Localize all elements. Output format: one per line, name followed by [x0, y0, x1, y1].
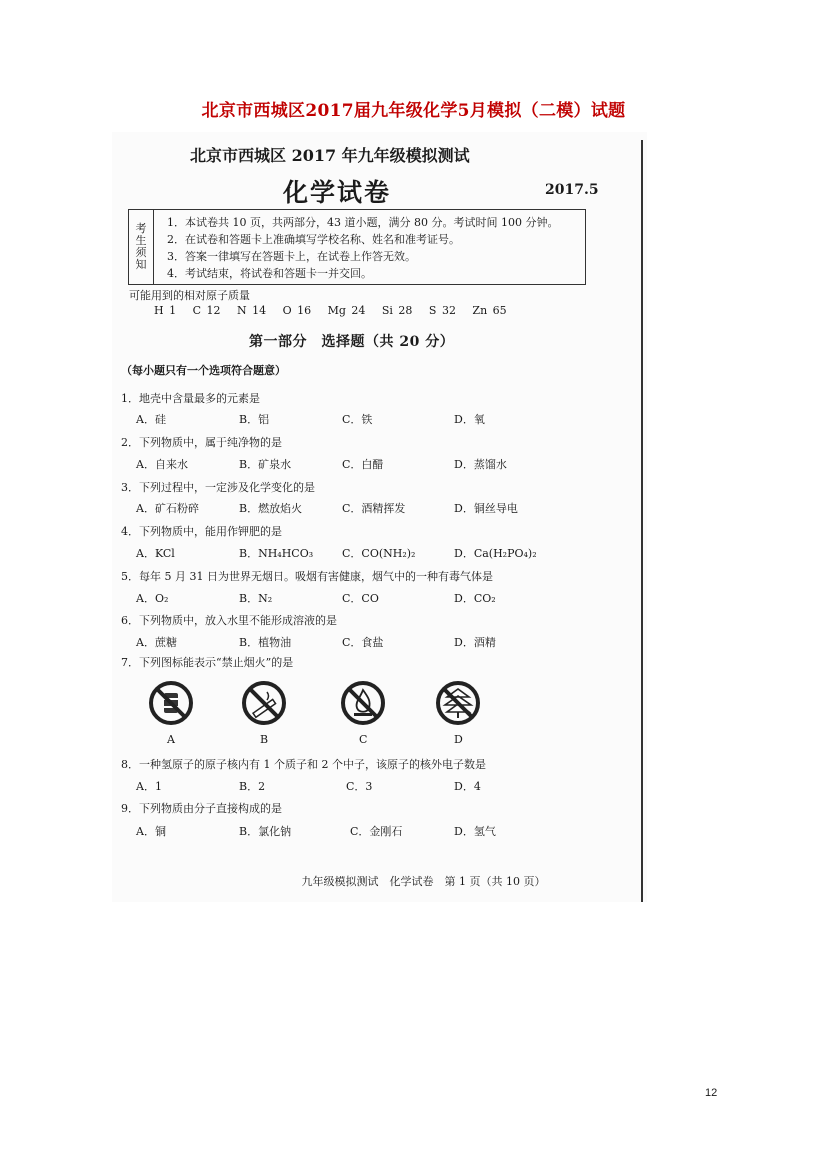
- no-open-flame-sign-icon: [340, 680, 386, 726]
- question-6-option-a: A．蔗糖: [136, 636, 177, 649]
- question-2-option-a: A．自来水: [136, 458, 188, 471]
- question-3-option-a: A．矿石粉碎: [136, 502, 199, 515]
- question-2-stem: 2．下列物质中，属于纯净物的是: [121, 436, 282, 449]
- page-number: 12: [705, 1087, 718, 1099]
- notice-box: [128, 209, 586, 285]
- question-5-option-c: C．CO: [342, 592, 379, 605]
- exam-date: 2017.5: [545, 182, 599, 198]
- notice-item: 1．本试卷共 10 页，共两部分，43 道小题，满分 80 分。考试时间 100 分钟。: [167, 216, 559, 229]
- question-2-option-c: C．白醋: [342, 458, 384, 471]
- notice-label-char: 知: [135, 258, 147, 271]
- question-9-option-a: A．铜: [136, 825, 166, 838]
- question-5-option-a: A．O₂: [136, 592, 169, 605]
- question-6-option-d: D．酒精: [454, 636, 496, 649]
- question-5-option-b: B．N₂: [239, 592, 273, 605]
- notice-item: 2．在试卷和答题卡上准确填写学校名称、姓名和准考证号。: [167, 233, 460, 246]
- question-2-option-d: D．蒸馏水: [454, 458, 507, 471]
- question-5-stem: 5．每年 5 月 31 日为世界无烟日。吸烟有害健康，烟气中的一种有毒气体是: [121, 570, 493, 583]
- section-title: 第一部分 选择题（共 20 分）: [249, 334, 455, 350]
- question-1-option-a: A．硅: [136, 413, 166, 426]
- question-9-option-c: C．金刚石: [350, 825, 403, 838]
- question-9-option-b: B．氯化钠: [239, 825, 292, 838]
- question-5-option-d: D．CO₂: [454, 592, 496, 605]
- binding-margin-line: [641, 140, 643, 902]
- question-1-option-c: C．铁: [342, 413, 373, 426]
- question-4-stem: 4．下列物质中，能用作钾肥的是: [121, 525, 282, 538]
- sign-label-a: A: [167, 733, 175, 746]
- atomic-mass-title: 可能用到的相对原子质量: [129, 289, 250, 302]
- question-8-stem: 8．一种氢原子的原子核内有 1 个质子和 2 个中子，该原子的核外电子数是: [121, 758, 486, 771]
- question-3-option-d: D．铜丝导电: [454, 502, 518, 515]
- question-4-option-b: B．NH₄HCO₃: [239, 547, 314, 560]
- question-9-stem: 9．下列物质由分子直接构成的是: [121, 802, 282, 815]
- question-6-option-b: B．植物油: [239, 636, 292, 649]
- question-6-option-c: C．食盐: [342, 636, 384, 649]
- question-1-stem: 1．地壳中含量最多的元素是: [121, 392, 260, 405]
- question-7-stem: 7．下列图标能表示“禁止烟火”的是: [121, 656, 294, 669]
- no-smoking-sign-icon: [241, 680, 287, 726]
- question-8-option-c: C．3: [346, 780, 373, 793]
- exam-heading: 北京市西城区 2017 年九年级模拟测试: [190, 146, 470, 165]
- question-9-option-d: D．氢气: [454, 825, 496, 838]
- question-3-stem: 3．下列过程中，一定涉及化学变化的是: [121, 481, 315, 494]
- no-open-fire-barrel-sign-icon: [148, 680, 194, 726]
- sign-label-c: C: [359, 733, 368, 746]
- question-6-stem: 6．下列物质中，放入水里不能形成溶液的是: [121, 614, 337, 627]
- question-1-option-b: B．铝: [239, 413, 270, 426]
- question-8-option-d: D．4: [454, 780, 481, 793]
- question-3-option-b: B．燃放焰火: [239, 502, 303, 515]
- atomic-mass-values: H 1 C 12 N 14 O 16 Mg 24 Si 28 S 32 Zn 65: [154, 304, 507, 317]
- question-4-option-c: C．CO(NH₂)₂: [342, 547, 416, 560]
- question-4-option-a: A．KCl: [136, 547, 175, 560]
- no-fireworks-sign-icon: [435, 680, 481, 726]
- notice-item: 4．考试结束，将试卷和答题卡一并交回。: [167, 267, 372, 280]
- notice-item: 3．答案一律填写在答题卡上，在试卷上作答无效。: [167, 250, 416, 263]
- document-title: 北京市西城区2017届九年级化学5月模拟（二模）试题: [201, 101, 626, 121]
- notice-label-char: 生: [135, 234, 147, 247]
- sign-label-d: D: [454, 733, 463, 746]
- question-1-option-d: D．氧: [454, 413, 485, 426]
- paper-name: 化学试卷: [283, 178, 392, 207]
- question-8-option-b: B．2: [239, 780, 266, 793]
- notice-label-char: 考: [135, 222, 147, 235]
- question-4-option-d: D．Ca(H₂PO₄)₂: [454, 547, 537, 560]
- notice-label-char: 须: [135, 246, 147, 259]
- section-note: （每小题只有一个选项符合题意）: [121, 364, 286, 377]
- sign-label-b: B: [260, 733, 269, 746]
- question-2-option-b: B．矿泉水: [239, 458, 292, 471]
- question-3-option-c: C．酒精挥发: [342, 502, 406, 515]
- page-footer: 九年级模拟测试 化学试卷 第 1 页（共 10 页）: [301, 875, 546, 888]
- notice-label: [129, 210, 154, 284]
- question-8-option-a: A．1: [136, 780, 162, 793]
